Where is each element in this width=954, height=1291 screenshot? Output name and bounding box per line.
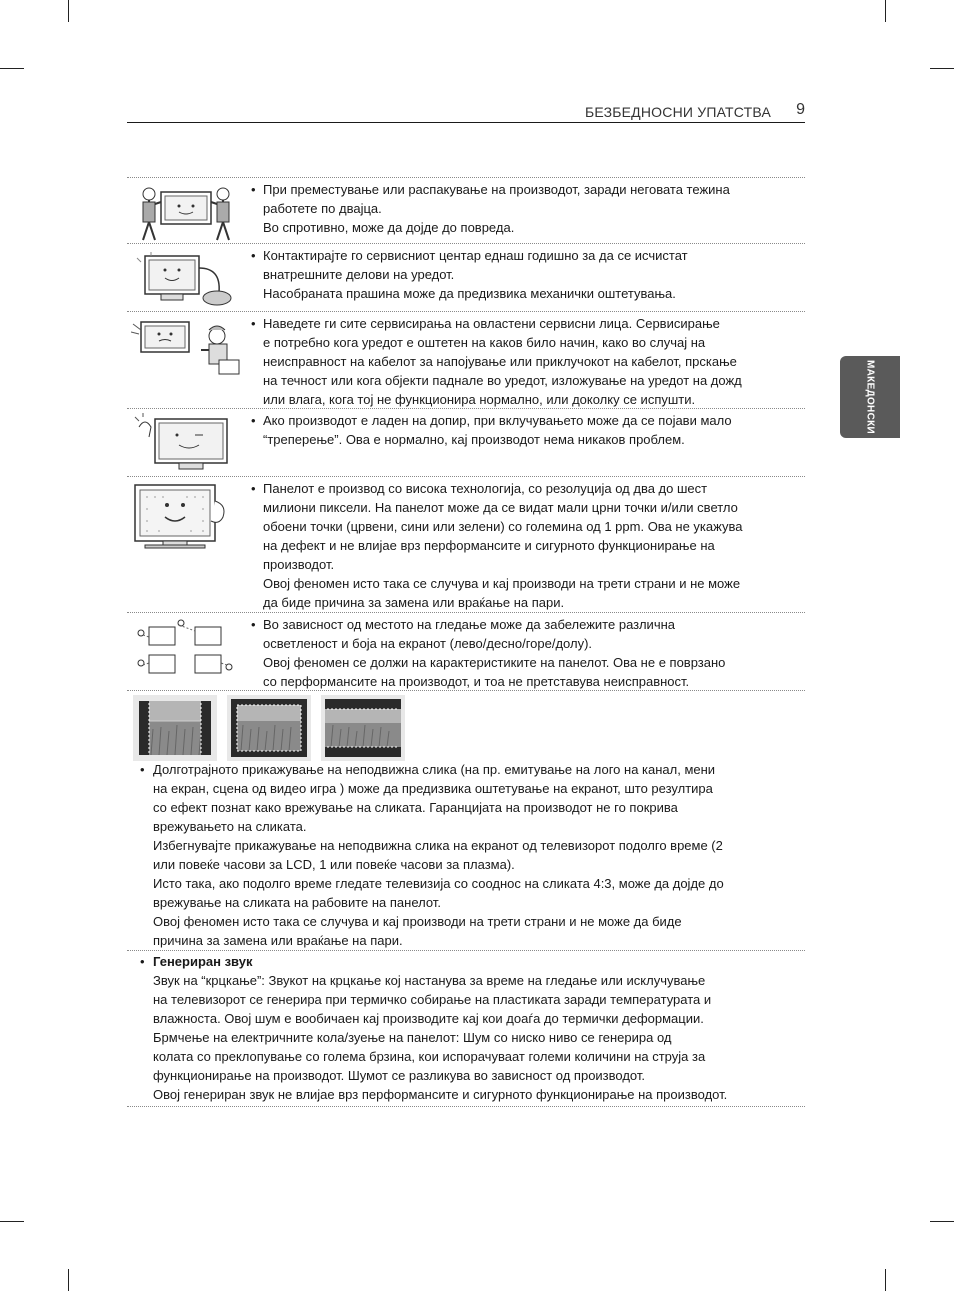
crop-mark — [0, 1221, 24, 1222]
image-retention-text — [153, 760, 793, 950]
row-divider — [127, 690, 805, 691]
text-line: “треперење”. Ова е нормално, кај производот нема никаков проблем. — [263, 432, 685, 447]
text-line: неисправност на кабелот за напојување или приклучокот на кабелот, прскање — [263, 354, 737, 369]
crop-mark — [885, 0, 886, 22]
instruction-text — [251, 479, 793, 612]
instruction-row-service — [127, 311, 805, 409]
text-line: со ефект познат како врежување на сликата. Гаранцијата на производот не го покрива — [153, 800, 678, 815]
text-line: Контактирајте го сервисниот центар еднаш годишно за да се исчистат — [263, 248, 688, 263]
text-line: Овој феномен исто така се случува и кај производи на трети страни и не може да биде — [153, 914, 682, 929]
bullet: • — [140, 762, 145, 777]
instruction-text — [251, 314, 793, 409]
instruction-text — [251, 246, 793, 303]
language-tab — [840, 356, 900, 438]
text-line: Панелот е производ со висока технологија, со резолуција од два до шест — [263, 481, 708, 496]
text-line: на течност или кога објекти паднале во уредот, изложување на уредот на дожд — [263, 373, 742, 388]
text-line: работете по двајца. — [263, 201, 382, 216]
text-line: Насобраната прашина може да предизвика механички оштетувања. — [263, 286, 676, 301]
image-retention-section — [127, 760, 805, 952]
text-line: Звук на “крцкање”: Звукот на крцкање кој настанува за време на гледање или исклучување — [153, 973, 706, 988]
text-line: врежување на сликата на рабовите на панелот. — [153, 895, 441, 910]
instruction-row-pixels — [127, 476, 805, 613]
text-line: Овој феномен се должи на карактеристиките на панелот. Ова не е поврзано — [263, 655, 726, 670]
row-divider — [127, 950, 805, 951]
text-line: внатрешните делови на уредот. — [263, 267, 455, 282]
text-line: на дефект и не влијае врз перформансите и сигурното функционирање на — [263, 538, 715, 553]
tv-cleaning-illustration — [131, 248, 241, 310]
service-technician-illustration — [131, 316, 243, 380]
instruction-row-cleaning — [127, 243, 805, 312]
instruction-row-viewing-angle — [127, 612, 805, 691]
instruction-row-carry — [127, 177, 805, 244]
bullet: • — [251, 617, 256, 632]
bullet: • — [251, 182, 256, 197]
text-line: или повеќе часови за LCD, 1 или повеќе часови за плазма). — [153, 857, 515, 872]
generated-sound-section — [127, 952, 805, 1106]
text-line: Наведете ги сите сервисирања на овластени сервисни лица. Сервисирање — [263, 316, 720, 331]
text-line: Ако производот е ладен на допир, при вклучувањето може да се појави мало — [263, 413, 732, 428]
page-header — [127, 100, 805, 123]
instruction-text — [251, 615, 793, 691]
image-retention-example-1 — [133, 695, 217, 761]
bullet: • — [251, 413, 256, 428]
image-retention-example-2 — [227, 695, 311, 761]
crop-mark — [68, 0, 69, 22]
crop-mark — [930, 1221, 954, 1222]
text-line: причина за замена или враќање на пари. — [153, 933, 403, 948]
bullet: • — [251, 316, 256, 331]
text-line: влажноста. Овој шум е вообичаен кај производите кај кои доаѓа до термички деформации. — [153, 1011, 704, 1026]
text-line: обоени точки (црвени, сини или зелени) со големина од 1 ppm. Ова не укажува — [263, 519, 743, 534]
tv-pixels-illustration — [131, 481, 241, 551]
text-line: осветленост и боја на екранот (лево/десно/горе/долу). — [263, 636, 593, 651]
section-title: БЕЗБЕДНОСНИ УПАТСТВА — [584, 104, 771, 120]
text-line: милиони пиксели. На панелот може да се видат мали црни точки и/или светло — [263, 500, 738, 515]
text-line: При преместување или распакување на производот, заради неговата тежина — [263, 182, 730, 197]
bullet: • — [251, 481, 256, 496]
text-line: врежувањето на сликата. — [153, 819, 307, 834]
bullet: • — [140, 954, 145, 969]
section-heading: Генериран звук — [153, 954, 253, 969]
language-tab-label: МАКЕДОНСКИ — [864, 360, 876, 434]
page-number: 9 — [796, 101, 805, 118]
text-line: на екран, сцена од видео игра ) може да предизвика оштетување на екранот, што резултира — [153, 781, 713, 796]
instruction-text — [251, 411, 793, 449]
instruction-row-flicker — [127, 408, 805, 477]
row-divider — [127, 1106, 805, 1107]
text-line: производот. — [263, 557, 335, 572]
tv-winking-illustration — [131, 413, 241, 475]
crop-mark — [0, 68, 24, 69]
text-line: Долготрајното прикажување на неподвижна слика (на пр. емитување на лого на канал, мени — [153, 762, 716, 777]
image-retention-example-3 — [321, 695, 405, 761]
crop-mark — [68, 1269, 69, 1291]
text-line: со перформансите на производот, и тоа не претставува неисправност. — [263, 674, 690, 689]
text-line: Во зависност од местото на гледање може да забележите различна — [263, 617, 675, 632]
two-people-carrying-tv-illustration — [131, 182, 241, 242]
crop-mark — [930, 68, 954, 69]
crop-mark — [885, 1269, 886, 1291]
text-line: Овој феномен исто така се случува и кај производи на трети страни и не може — [263, 576, 741, 591]
viewing-angle-illustration — [131, 617, 241, 681]
text-line: на телевизорот се генерира при термичко собирање на пластиката заради температурата и — [153, 992, 712, 1007]
text-line: Во спротивно, може да дојде до повреда. — [263, 220, 515, 235]
generated-sound-text — [153, 952, 793, 1104]
instruction-text — [251, 180, 793, 237]
bullet: • — [251, 248, 256, 263]
text-line: Брмчење на електричните кола/зуење на панелот: Шум со ниско ниво се генерира од — [153, 1030, 672, 1045]
text-line: колата со преклопување со голема брзина, кои испорачуваат големи количини на струја за — [153, 1049, 706, 1064]
text-line: Исто така, ако подолго време гледате телевизија со сооднос на сликата 4:3, може да дојде до — [153, 876, 724, 891]
text-line: Овој генериран звук не влијае врз перформансите и сигурното функционирање на производот. — [153, 1087, 728, 1102]
text-line: функционирање на производот. Шумот се разликува во зависност од производот. — [153, 1068, 646, 1083]
text-line: или влага, кога тој не функционира нормално, или доколку се испушти. — [263, 392, 696, 407]
text-line: Избегнувајте прикажување на неподвижна слика на екранот од телевизорот подолго време (2 — [153, 838, 723, 853]
text-line: да биде причина за замена или враќање на пари. — [263, 595, 565, 610]
text-line: е потребно кога уредот е оштетен на каков било начин, како во случај на — [263, 335, 706, 350]
